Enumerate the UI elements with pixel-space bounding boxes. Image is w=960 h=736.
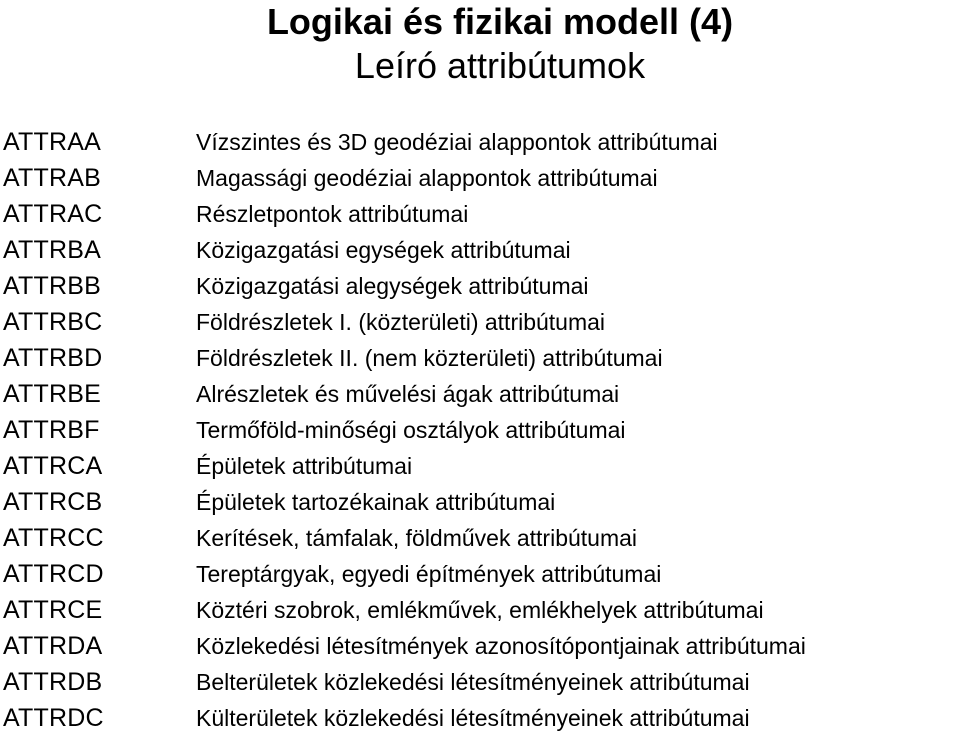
attribute-description: Magassági geodéziai alappontok attribútumai: [196, 165, 658, 191]
list-item: [0, 556, 960, 592]
list-item: [0, 340, 960, 376]
list-item: [0, 520, 960, 556]
attribute-code: ATTRAB: [3, 164, 101, 192]
attribute-description: Földrészletek II. (nem közterületi) attribútumai: [196, 345, 663, 371]
list-item: [0, 232, 960, 268]
list-item: [0, 124, 960, 160]
list-item: [0, 304, 960, 340]
list-item: [0, 664, 960, 700]
list-item: [0, 592, 960, 628]
attribute-code: ATTRBF: [3, 416, 100, 444]
attribute-description: Tereptárgyak, egyedi építmények attribútumai: [196, 561, 662, 587]
attribute-code: ATTRBA: [3, 236, 101, 264]
list-item: [0, 196, 960, 232]
list-item: [0, 376, 960, 412]
attribute-code: ATTRCE: [3, 596, 103, 624]
attribute-code: ATTRCC: [3, 524, 104, 552]
attribute-description: Vízszintes és 3D geodéziai alappontok attribútumai: [196, 129, 718, 155]
attribute-code: ATTRBD: [3, 344, 103, 372]
list-item: [0, 448, 960, 484]
attribute-description: Kerítések, támfalak, földművek attribútumai: [196, 525, 638, 551]
page-title: Logikai és fizikai modell (4): [266, 1, 734, 42]
attribute-description: Földrészletek I. (közterületi) attribútumai: [196, 309, 606, 335]
attribute-description: Részletpontok attribútumai: [196, 201, 469, 227]
attribute-code: ATTRBE: [3, 380, 101, 408]
attribute-code: ATTRCD: [3, 560, 104, 588]
attribute-code: ATTRCB: [3, 488, 103, 516]
list-item: [0, 412, 960, 448]
page-subtitle: Leíró attribútumok: [354, 45, 646, 86]
attribute-code: ATTRCA: [3, 452, 103, 480]
attribute-description: Alrészletek és művelési ágak attribútumai: [196, 381, 620, 407]
attribute-code: ATTRAC: [3, 200, 103, 228]
attribute-code: ATTRBC: [3, 308, 103, 336]
list-item: [0, 268, 960, 304]
attribute-description: Termőföld-minőségi osztályok attribútumai: [196, 417, 626, 443]
attribute-code: ATTRDA: [3, 632, 103, 660]
attribute-code: ATTRAA: [3, 128, 101, 156]
attribute-description: Közigazgatási alegységek attribútumai: [196, 273, 589, 299]
list-item: [0, 484, 960, 520]
attribute-description: Közigazgatási egységek attribútumai: [196, 237, 571, 263]
attribute-code: ATTRBB: [3, 272, 101, 300]
attribute-list: [0, 124, 960, 736]
title-block: [0, 0, 960, 86]
attribute-description: Közlekedési létesítmények azonosítópontjainak attribútumai: [196, 633, 806, 659]
attribute-description: Épületek attribútumai: [196, 453, 413, 479]
attribute-description: Belterületek közlekedési létesítményeinek attribútumai: [196, 669, 750, 695]
attribute-description: Épületek tartozékainak attribútumai: [196, 489, 556, 515]
attribute-code: ATTRDC: [3, 704, 104, 732]
list-item: [0, 160, 960, 196]
attribute-description: Köztéri szobrok, emlékművek, emlékhelyek attribútumai: [196, 597, 764, 623]
attribute-code: ATTRDB: [3, 668, 103, 696]
attribute-description: Külterületek közlekedési létesítményeinek attribútumai: [196, 705, 750, 731]
list-item: [0, 628, 960, 664]
list-item: [0, 700, 960, 736]
